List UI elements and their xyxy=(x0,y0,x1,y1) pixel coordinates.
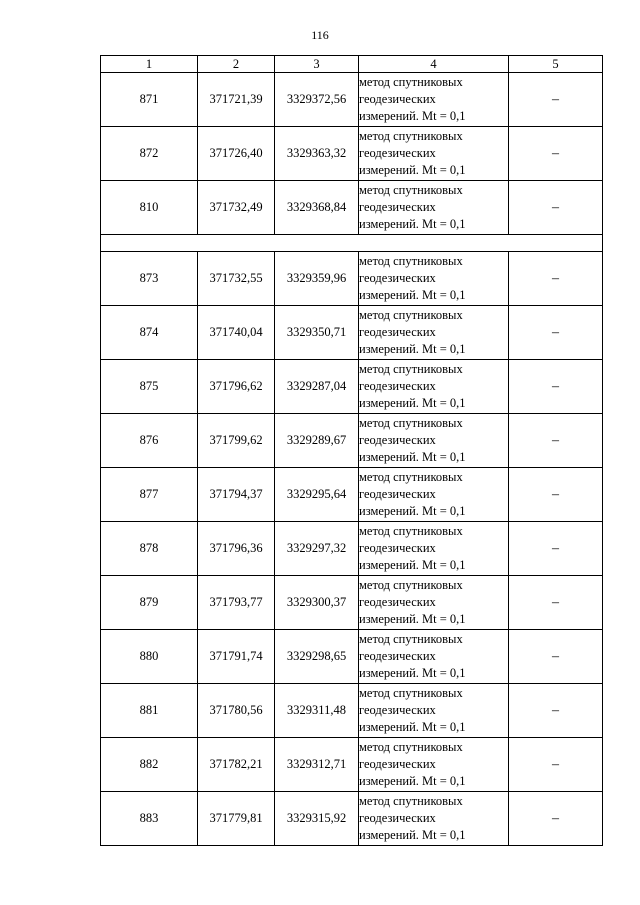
method-line: метод спутниковых xyxy=(359,794,463,808)
x-coordinate: 371782,21 xyxy=(198,738,275,792)
dash-value: – xyxy=(509,73,603,127)
method-description xyxy=(359,684,509,738)
method-line: геодезических xyxy=(359,649,436,663)
column-header-3: 3 xyxy=(275,56,359,73)
column-header-5: 5 xyxy=(509,56,603,73)
x-coordinate: 371780,56 xyxy=(198,684,275,738)
dash-value: – xyxy=(509,181,603,235)
point-number: 881 xyxy=(101,684,198,738)
method-line: метод спутниковых xyxy=(359,75,463,89)
method-line: измерений. Mt = 0,1 xyxy=(359,342,466,356)
method-line: геодезических xyxy=(359,433,436,447)
x-coordinate: 371740,04 xyxy=(198,306,275,360)
table-row xyxy=(101,468,603,522)
table-row xyxy=(101,181,603,235)
table-body xyxy=(101,73,603,846)
column-header-2: 2 xyxy=(198,56,275,73)
table-row xyxy=(101,73,603,127)
x-coordinate: 371732,55 xyxy=(198,252,275,306)
method-line: геодезических xyxy=(359,757,436,771)
x-coordinate: 371791,74 xyxy=(198,630,275,684)
dash-value: – xyxy=(509,576,603,630)
table-row xyxy=(101,738,603,792)
y-coordinate: 3329300,37 xyxy=(275,576,359,630)
x-coordinate: 371796,36 xyxy=(198,522,275,576)
x-coordinate: 371721,39 xyxy=(198,73,275,127)
y-coordinate: 3329295,64 xyxy=(275,468,359,522)
method-description xyxy=(359,468,509,522)
x-coordinate: 371793,77 xyxy=(198,576,275,630)
point-number: 878 xyxy=(101,522,198,576)
table-row xyxy=(101,576,603,630)
method-line: геодезических xyxy=(359,379,436,393)
method-description xyxy=(359,630,509,684)
method-description xyxy=(359,360,509,414)
dash-value: – xyxy=(509,792,603,846)
point-number: 879 xyxy=(101,576,198,630)
point-number: 873 xyxy=(101,252,198,306)
method-line: измерений. Mt = 0,1 xyxy=(359,558,466,572)
method-description xyxy=(359,181,509,235)
method-description xyxy=(359,576,509,630)
table-row xyxy=(101,630,603,684)
method-line: геодезических xyxy=(359,595,436,609)
table-header xyxy=(101,56,603,73)
method-line: метод спутниковых xyxy=(359,308,463,322)
method-line: метод спутниковых xyxy=(359,183,463,197)
method-line: геодезических xyxy=(359,200,436,214)
method-line: геодезических xyxy=(359,541,436,555)
y-coordinate: 3329298,65 xyxy=(275,630,359,684)
method-line: геодезических xyxy=(359,271,436,285)
point-number: 875 xyxy=(101,360,198,414)
y-coordinate: 3329315,92 xyxy=(275,792,359,846)
table-row xyxy=(101,306,603,360)
method-line: измерений. Mt = 0,1 xyxy=(359,163,466,177)
x-coordinate: 371796,62 xyxy=(198,360,275,414)
method-line: измерений. Mt = 0,1 xyxy=(359,450,466,464)
method-line: измерений. Mt = 0,1 xyxy=(359,396,466,410)
method-line: измерений. Mt = 0,1 xyxy=(359,504,466,518)
method-line: метод спутниковых xyxy=(359,129,463,143)
method-line: метод спутниковых xyxy=(359,632,463,646)
table-row xyxy=(101,684,603,738)
method-description xyxy=(359,522,509,576)
dash-value: – xyxy=(509,738,603,792)
method-line: геодезических xyxy=(359,92,436,106)
method-line: геодезических xyxy=(359,146,436,160)
method-line: метод спутниковых xyxy=(359,416,463,430)
header-row xyxy=(101,56,603,73)
method-description xyxy=(359,414,509,468)
table-row xyxy=(101,522,603,576)
method-line: измерений. Mt = 0,1 xyxy=(359,109,466,123)
y-coordinate: 3329311,48 xyxy=(275,684,359,738)
method-line: измерений. Mt = 0,1 xyxy=(359,666,466,680)
table-row xyxy=(101,414,603,468)
table-row xyxy=(101,252,603,306)
x-coordinate: 371726,40 xyxy=(198,127,275,181)
dash-value: – xyxy=(509,360,603,414)
method-description xyxy=(359,738,509,792)
x-coordinate: 371799,62 xyxy=(198,414,275,468)
dash-value: – xyxy=(509,306,603,360)
method-line: геодезических xyxy=(359,811,436,825)
point-number: 880 xyxy=(101,630,198,684)
coordinates-table xyxy=(100,55,603,846)
section-separator-row xyxy=(101,235,603,252)
method-line: метод спутниковых xyxy=(359,740,463,754)
table-row xyxy=(101,127,603,181)
point-number: 877 xyxy=(101,468,198,522)
method-line: метод спутниковых xyxy=(359,686,463,700)
page-number: 116 xyxy=(311,28,329,42)
method-line: геодезических xyxy=(359,487,436,501)
dash-value: – xyxy=(509,414,603,468)
x-coordinate: 371794,37 xyxy=(198,468,275,522)
dash-value: – xyxy=(509,630,603,684)
point-number: 871 xyxy=(101,73,198,127)
dash-value: – xyxy=(509,252,603,306)
point-number: 810 xyxy=(101,181,198,235)
method-line: метод спутниковых xyxy=(359,470,463,484)
method-line: метод спутниковых xyxy=(359,578,463,592)
method-description xyxy=(359,306,509,360)
y-coordinate: 3329287,04 xyxy=(275,360,359,414)
method-line: измерений. Mt = 0,1 xyxy=(359,774,466,788)
method-line: измерений. Mt = 0,1 xyxy=(359,612,466,626)
method-line: измерений. Mt = 0,1 xyxy=(359,828,466,842)
method-line: геодезических xyxy=(359,703,436,717)
method-line: измерений. Mt = 0,1 xyxy=(359,720,466,734)
y-coordinate: 3329359,96 xyxy=(275,252,359,306)
method-line: метод спутниковых xyxy=(359,524,463,538)
method-description xyxy=(359,252,509,306)
table-row xyxy=(101,360,603,414)
y-coordinate: 3329350,71 xyxy=(275,306,359,360)
dash-value: – xyxy=(509,522,603,576)
column-header-4: 4 xyxy=(359,56,509,73)
point-number: 874 xyxy=(101,306,198,360)
y-coordinate: 3329368,84 xyxy=(275,181,359,235)
method-description xyxy=(359,73,509,127)
separator-cell xyxy=(101,235,603,252)
method-description xyxy=(359,792,509,846)
y-coordinate: 3329297,32 xyxy=(275,522,359,576)
point-number: 876 xyxy=(101,414,198,468)
x-coordinate: 371779,81 xyxy=(198,792,275,846)
method-line: метод спутниковых xyxy=(359,254,463,268)
point-number: 883 xyxy=(101,792,198,846)
point-number: 872 xyxy=(101,127,198,181)
x-coordinate: 371732,49 xyxy=(198,181,275,235)
method-line: измерений. Mt = 0,1 xyxy=(359,217,466,231)
column-header-1: 1 xyxy=(101,56,198,73)
table-row xyxy=(101,792,603,846)
method-line: метод спутниковых xyxy=(359,362,463,376)
dash-value: – xyxy=(509,127,603,181)
y-coordinate: 3329363,32 xyxy=(275,127,359,181)
dash-value: – xyxy=(509,684,603,738)
point-number: 882 xyxy=(101,738,198,792)
y-coordinate: 3329289,67 xyxy=(275,414,359,468)
method-line: геодезических xyxy=(359,325,436,339)
y-coordinate: 3329312,71 xyxy=(275,738,359,792)
method-description xyxy=(359,127,509,181)
method-line: измерений. Mt = 0,1 xyxy=(359,288,466,302)
y-coordinate: 3329372,56 xyxy=(275,73,359,127)
dash-value: – xyxy=(509,468,603,522)
